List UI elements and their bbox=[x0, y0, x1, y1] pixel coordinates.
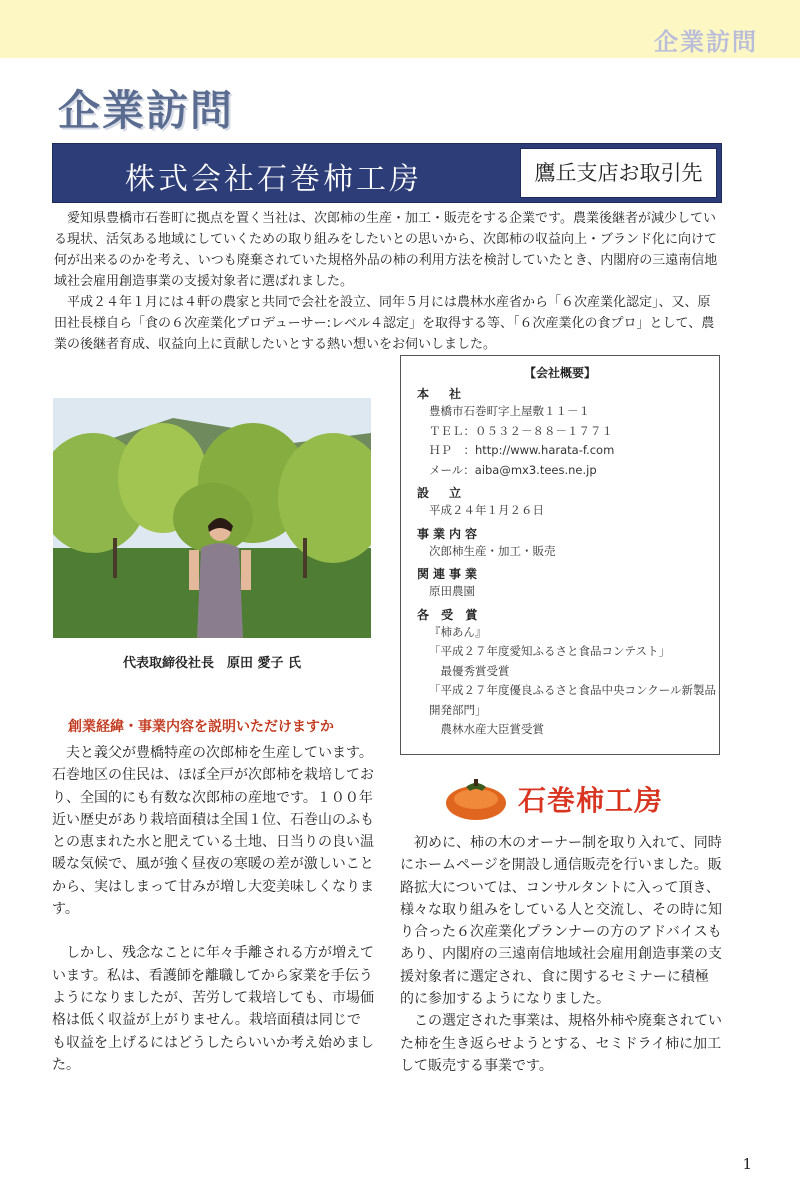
related-label: 関連事業 bbox=[417, 567, 482, 581]
hq-homepage: ＨＰ ：http://www.harata-f.com bbox=[429, 443, 615, 457]
president-photo bbox=[53, 398, 371, 638]
intro-paragraph: 平成２４年１月には４軒の農家と共同で会社を設立、同年５月には農林水産省から「６次産業化認定」、又、原田社長様自ら「食の６次産業化プロデューサー:レベル４認定」を取得する等、「６次産業化の食プロ」として、農業の後継者育成、収益向上に貢献したいとする熱い想いをお伺いしました。 bbox=[54, 295, 715, 352]
company-name: 株式会社石巻柿工房 bbox=[125, 162, 422, 197]
intro-paragraph: 愛知県豊橋市石巻町に拠点を置く当社は、次郎柿の生産・加工・販売をする企業です。農業後継者が減少している現状、活気ある地域にしていくための取り組みをしたいとの思いから、次郎柿の収益向上・ブランド化に向けて何が出来るのかを考え、いつも廃棄されていた規格外品の柿の利用方法を検討していたとき、内閣府の三遠南信地域社会雇用創造事業の支援対象者に選ばれました。 bbox=[54, 211, 718, 289]
intro-text bbox=[54, 208, 722, 355]
established-date: 平成２４年１月２６日 bbox=[429, 503, 544, 517]
top-band bbox=[0, 0, 800, 58]
award-item: 「平成２７年度愛知ふるさと食品コンテスト」 bbox=[429, 644, 671, 658]
page-number: 1 bbox=[742, 1155, 752, 1173]
company-logo bbox=[440, 775, 670, 823]
company-title-box bbox=[52, 143, 722, 203]
body-paragraph: 夫と義父が豊橋特産の次郎柿を生産しています。石巻地区の住民は、ほぼ全戸が次郎柿を栽培しており、全国的にも有数な次郎柿の産地です。１００年近い歴史があり栽培面積は全国１位、石巻山のふもとの恵まれた水と肥えている土地、日当りの良い温暖な気候で、風が強く昼夜の寒暖の差が激しいことから、実はしまって甘みが増し大変美味しくなります。 bbox=[52, 745, 374, 918]
logo-text: 石巻柿工房 bbox=[518, 784, 664, 817]
hq-mail: メール：aiba@mx3.tees.ne.jp bbox=[429, 462, 597, 477]
hq-label: 本 社 bbox=[417, 387, 466, 401]
hq-address: 豊橋市石巻町字上屋敷１１－１ bbox=[429, 404, 590, 418]
body-paragraph: この選定された事業は、規格外柿や廃棄されていた柿を生き返らせようとする、セミドライ柿に加工して販売する事業です。 bbox=[400, 1013, 722, 1074]
related-business: 原田農園 bbox=[429, 584, 475, 598]
award-item: 農林水産大臣賞受賞 bbox=[429, 722, 544, 736]
business-label: 事業内容 bbox=[417, 526, 482, 541]
award-item: 「平成２７年度優良ふるさと食品中央コンクール新製品開発部門」 bbox=[429, 683, 717, 717]
company-profile-box bbox=[400, 355, 720, 755]
award-item: 最優秀賞受賞 bbox=[429, 663, 510, 678]
established-label: 設 立 bbox=[417, 486, 466, 500]
photo-caption: 代表取締役社長 原田 愛子 氏 bbox=[122, 656, 302, 671]
body-paragraph: 初めに、柿の木のオーナー制を取り入れて、同時にホームページを開設し通信販売を行いました。販路拡大については、コンサルタントに入って頂き、様々な取り組みをしている人と交流し、その時に知り合った６次産業化プランナーの方のアドバイスもあり、内閣府の三遠南信地域社会雇用創造事業の支援対象者に選定され、食に関するセミナーに積極的に参加するようになりました。 bbox=[400, 835, 722, 1008]
section-label: 企業訪問 bbox=[654, 28, 758, 56]
branch-label: 鷹丘支店お取引先 bbox=[520, 148, 717, 198]
orchard-photo-image bbox=[53, 398, 371, 638]
profile-heading: 【会社概要】 bbox=[523, 366, 596, 380]
left-column-text bbox=[52, 742, 374, 1098]
persimmon-icon bbox=[440, 775, 512, 823]
right-column-text bbox=[400, 832, 722, 1077]
awards-label: 各 受 賞 bbox=[417, 607, 482, 622]
interview-question: 創業経緯・事業内容を説明いただけますか bbox=[68, 719, 334, 735]
award-item: 『柿あん』 bbox=[429, 624, 487, 639]
business-content: 次郎柿生産・加工・販売 bbox=[429, 543, 556, 558]
page-title: 企業訪問 bbox=[58, 86, 235, 135]
body-paragraph: しかし、残念なことに年々手離される方が増えています。私は、看護師を離職してから家業を手伝うようになりましたが、苦労して栽培しても、市場価格は低く収益が上がりません。栽培面積は同じでも収益を上げるにはどうしたらいいか考え始めました。 bbox=[52, 945, 374, 1073]
hq-tel: ＴＥＬ：０５３２－８８－１７７１ bbox=[429, 423, 613, 438]
